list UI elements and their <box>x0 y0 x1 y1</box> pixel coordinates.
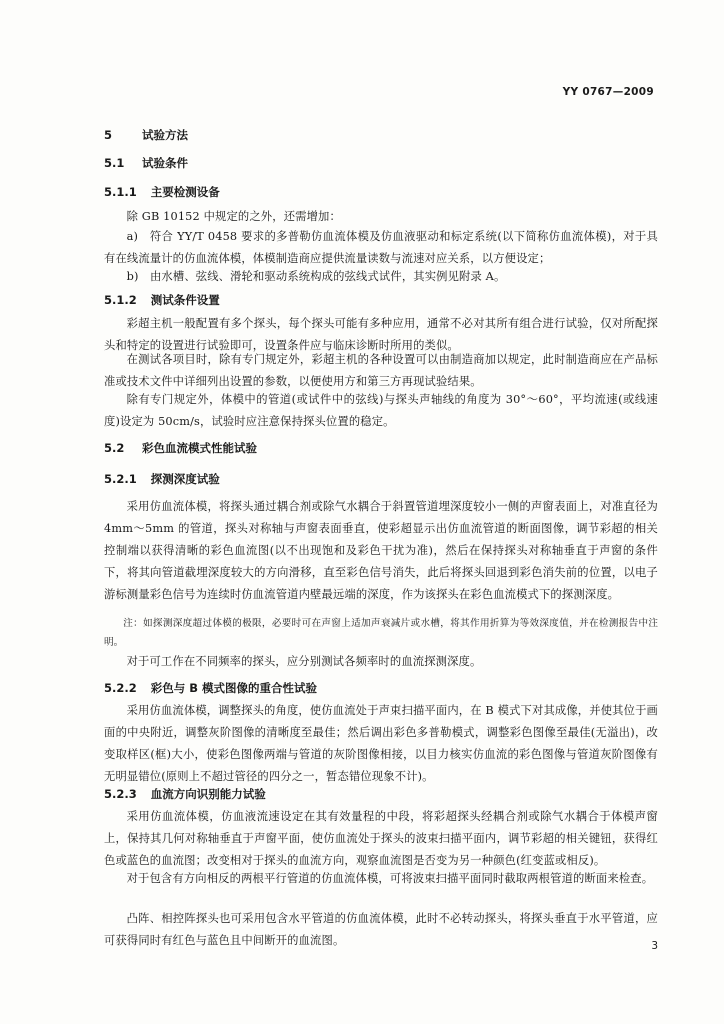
section-heading-5 <box>104 127 188 143</box>
section-title: 试验条件 <box>142 156 188 170</box>
section-number: 5.2.1 <box>104 472 137 486</box>
section-heading-5-2-2 <box>104 680 317 696</box>
section-title: 彩色血流模式性能试验 <box>142 441 257 455</box>
list-item-b: b) 由水槽、弦线、滑轮和驱动系统构成的弦线式试件，其实例见附录 A。 <box>126 270 506 283</box>
paragraph-5-2-3-3: 凸阵、相控阵探头也可采用包含水平管道的仿血流体模，此时不必转动探头，将探头垂直于水平管道，应可获得同时有红色与蓝色且中间断开的血流图。 <box>104 912 658 947</box>
section-number: 5.1.1 <box>104 185 137 199</box>
section-number: 5.2.2 <box>104 681 137 695</box>
paragraph-5-1-2-1: 彩超主机一般配置有多个探头，每个探头可能有多种应用，通常不必对其所有组合进行试验，仅对所配探头和特定的设置进行试验即可，设置条件应与临床诊断时所用的类似。 <box>104 317 658 352</box>
document-code: YY 0767—2009 <box>562 86 654 98</box>
section-heading-5-1-1 <box>104 184 220 200</box>
paragraph-5-1-2-3: 除有专门规定外，体模中的管道(或试件中的弦线)与探头声轴线的角度为 30°～60°，平均流速(或线速度)设定为 50cm/s，试验时应注意保持探头位置的稳定。 <box>104 393 658 428</box>
section-heading-5-2 <box>104 440 257 456</box>
note-5-2-1: 注：如探测深度超过体模的极限，必要时可在声窗上适加声衰减片或水槽，将其作用折算为等效深度值，并在检测报告中注明。 <box>104 618 658 648</box>
section-title: 试验方法 <box>142 128 188 142</box>
section-number: 5.1.2 <box>104 293 137 307</box>
paragraph-5-2-1-1: 采用仿血流体模，将探头通过耦合剂或除气水耦合于斜置管道埋深度较小一侧的声窗表面上，对准直径为 4mm～5mm 的管道，探头对称轴与声窗表面垂直，使彩超显示出仿血流管道的断面图像，调节彩超的相关控制端以获得清晰的彩色血流图(以不出现饱和及彩色干扰为准)，然后在保持探头对称轴垂直于声窗的条件下，将其向管道截埋深度较大的方向滑移，直至彩色信号消失，此后将探头回退到彩色消失前的位置，以电子游标测量彩色信号为连续时仿血流管道内壁最远端的深度，作为该探头在彩色血流模式下的探测深度。 <box>104 500 658 601</box>
section-title: 彩色与 B 模式图像的重合性试验 <box>150 681 318 695</box>
paragraph-5-2-2-1: 采用仿血流体模，调整探头的角度，使仿血流处于声束扫描平面内，在 B 模式下对其成像，并使其位于画面的中央附近，调整灰阶图像的清晰度至最佳；然后调出彩色多普勒模式，调整彩色图像至最佳(无溢出)，改变取样区(框)大小，使彩色图像两端与管道的灰阶图像相接，以目力核实仿血流的彩色图像与管道灰阶图像有无明显错位(原则上不超过管径的四分之一，暂态错位现象不计)。 <box>104 704 658 783</box>
section-title: 主要检测设备 <box>150 185 220 199</box>
section-title: 血流方向识别能力试验 <box>150 787 266 801</box>
section-title: 测试条件设置 <box>150 293 220 307</box>
paragraph-5-2-1-2: 对于可工作在不同频率的探头，应分别测试各频率时的血流探测深度。 <box>126 655 482 668</box>
paragraph-5-1-2-2: 在测试各项目时，除有专门规定外，彩超主机的各种设置可以由制造商加以规定，此时制造商应在产品标准或技术文件中详细列出设置的参数，以便使用方和第三方再现试验结果。 <box>104 353 658 388</box>
section-heading-5-1 <box>104 155 188 171</box>
paragraph-5-2-3-1: 采用仿血流体模，仿血液流速设定在其有效量程的中段，将彩超探头经耦合剂或除气水耦合于体模声窗上，保持其几何对称轴垂直于声窗平面，使仿血流处于探头的波束扫描平面内，调节彩超的相关键钮，获得红色或蓝色的血流图；改变相对于探头的血流方向，观察血流图是否变为另一种颜色(红变蓝或相反)。 <box>104 810 658 867</box>
section-number: 5 <box>104 128 113 142</box>
list-item-a: a) 符合 YY/T 0458 要求的多普勒仿血流体模及仿血液驱动和标定系统(以下简称仿血流体模)，对于具有在线流量计的仿血流体模，体模制造商应提供流量读数与流速对应关系，以方便设定； <box>104 230 658 265</box>
page-number: 3 <box>651 940 658 952</box>
section-heading-5-2-1 <box>104 471 220 487</box>
paragraph-5-1-1-intro: 除 GB 10152 中规定的之外，还需增加： <box>126 210 341 223</box>
section-number: 5.2 <box>104 441 125 455</box>
section-heading-5-1-2 <box>104 292 220 308</box>
section-heading-5-2-3 <box>104 786 266 802</box>
section-number: 5.1 <box>104 156 125 170</box>
paragraph-5-2-3-2: 对于包含有方向相反的两根平行管道的仿血流体模，可将波束扫描平面同时截取两根管道的断面来检查。 <box>126 872 654 885</box>
section-title: 探测深度试验 <box>150 472 220 486</box>
section-number: 5.2.3 <box>104 787 137 801</box>
